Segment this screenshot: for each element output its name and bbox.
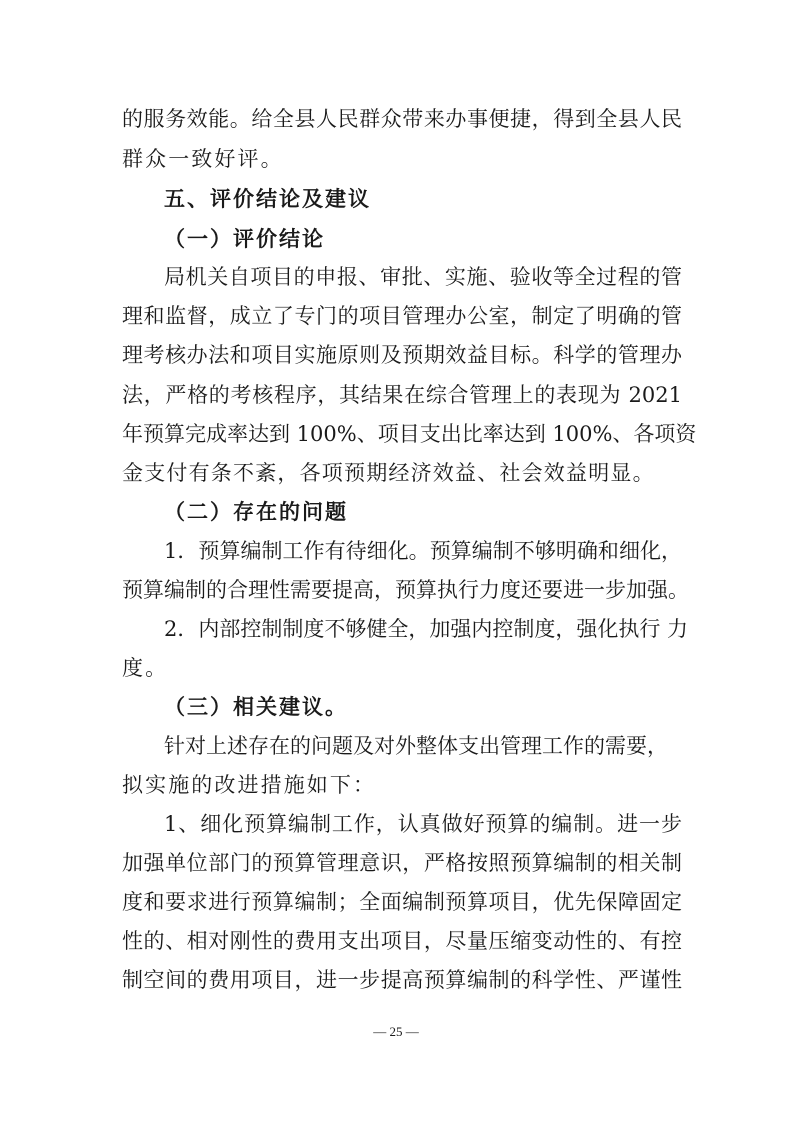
body-text-line: 群众一致好评。 (122, 147, 284, 171)
body-text-line: 制空间的费用项目，进一步提高预算编制的科学性、严谨性 (122, 968, 682, 992)
body-text-line: 预算编制的合理性需要提高，预算执行力度还要进一步加强。 (122, 578, 689, 602)
section-heading: 五、评价结论及建议 (164, 187, 371, 211)
body-text-line: 的服务效能。给全县人民群众带来办事便捷，得到全县人民 (122, 107, 682, 131)
body-text-line: 2．内部控制制度不够健全，加强内控制度，强化执行 力 (164, 617, 689, 641)
body-text-line: 拟实施的改进措施如下： (122, 773, 377, 797)
body-text-line: 加强单位部门的预算管理意识，严格按照预算编制的相关制 (122, 851, 682, 875)
subsection-heading: （一）评价结论 (164, 227, 325, 251)
body-text-line: 局机关自项目的申报、审批、实施、验收等全过程的管 (164, 265, 682, 289)
subsection-heading: （三）相关建议。 (164, 695, 348, 719)
body-text-line: 1．预算编制工作有待细化。预算编制不够明确和细化， (164, 539, 682, 563)
body-text-line: 金支付有条不紊，各项预期经济效益、社会效益明显。 (122, 461, 655, 485)
body-text-line: 理考核办法和项目实施原则及预期效益目标。科学的管理办 (122, 343, 682, 367)
body-text-line: 年预算完成率达到 100%、项目支出比率达到 100%、各项资 (122, 422, 697, 446)
body-text-line: 法，严格的考核程序，其结果在综合管理上的表现为 2021 (122, 383, 682, 407)
body-text-line: 度和要求进行预算编制；全面编制预算项目，优先保障固定 (122, 890, 682, 914)
body-text-line: 度。 (122, 656, 169, 680)
body-text-line: 性的、相对刚性的费用支出项目，尽量压缩变动性的、有控 (122, 929, 682, 953)
page-number: — 25 — (373, 1024, 419, 1039)
body-text-line: 理和监督，成立了专门的项目管理办公室，制定了明确的管 (122, 304, 682, 328)
body-text-line: 1、细化预算编制工作，认真做好预算的编制。进一步 (164, 812, 682, 836)
body-text-line: 针对上述存在的问题及对外整体支出管理工作的需要， (164, 734, 668, 758)
subsection-heading: （二）存在的问题 (164, 500, 348, 524)
